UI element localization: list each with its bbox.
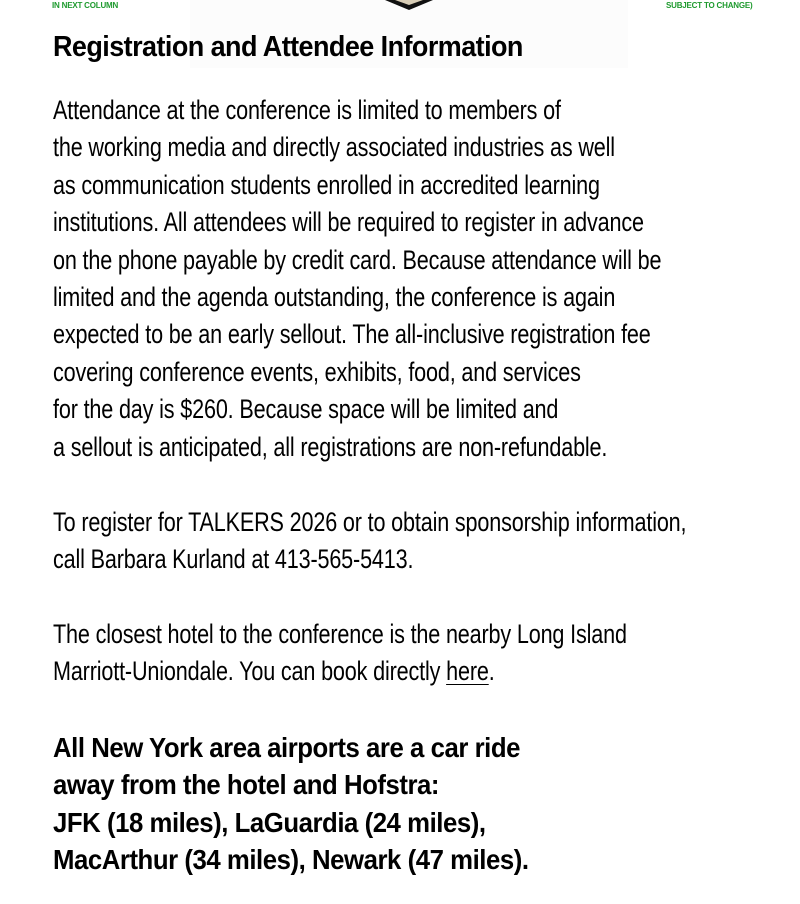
airports-line: away from the hotel and Hofstra:: [53, 769, 440, 801]
airports-callout: [53, 729, 570, 878]
paragraph-line: call Barbara Kurland at 413-565-5413.: [53, 544, 414, 575]
paragraph-line: for the day is $260. Because space will be limited and: [53, 394, 559, 425]
contact-paragraph: [53, 504, 800, 579]
hotel-booking-link[interactable]: here: [446, 656, 489, 687]
registration-paragraph: [53, 92, 800, 466]
hotel-paragraph: [53, 616, 770, 691]
paragraph-line: limited and the agenda outstanding, the conference is again: [53, 281, 616, 312]
continued-note: IN NEXT COLUMN: [52, 1, 119, 10]
paragraph-line: [53, 653, 627, 690]
period-text: .: [488, 656, 495, 687]
paragraph-line: institutions. All attendees will be required to register in advance: [53, 207, 644, 238]
hotel-text: Marriott-Uniondale. You can book directly: [53, 656, 447, 687]
airports-line: MacArthur (34 miles), Newark (47 miles).: [53, 843, 529, 875]
section-title: Registration and Attendee Information: [53, 31, 523, 63]
paragraph-line: To register for TALKERS 2026 or to obtain sponsorship information,: [53, 507, 687, 537]
paragraph-line: The closest hotel to the conference is the nearby Long Island: [53, 619, 627, 649]
paragraph-line: Attendance at the conference is limited to members of: [53, 95, 561, 125]
paragraph-line: the working media and directly associated industries as well: [53, 132, 615, 163]
airports-line: JFK (18 miles), LaGuardia (24 miles),: [53, 806, 486, 838]
subject-to-change-note: SUBJECT TO CHANGE): [666, 1, 753, 10]
airports-line: All New York area airports are a car ride: [53, 732, 521, 763]
paragraph-line: expected to be an early sellout. The all-inclusive registration fee: [53, 319, 651, 350]
paragraph-line: on the phone payable by credit card. Because attendance will be: [53, 244, 662, 275]
paragraph-line: as communication students enrolled in accredited learning: [53, 169, 600, 200]
paragraph-line: covering conference events, exhibits, food, and services: [53, 356, 581, 387]
logo-emblem-icon: [382, 0, 436, 11]
paragraph-line: a sellout is anticipated, all registrations are non-refundable.: [53, 431, 608, 462]
